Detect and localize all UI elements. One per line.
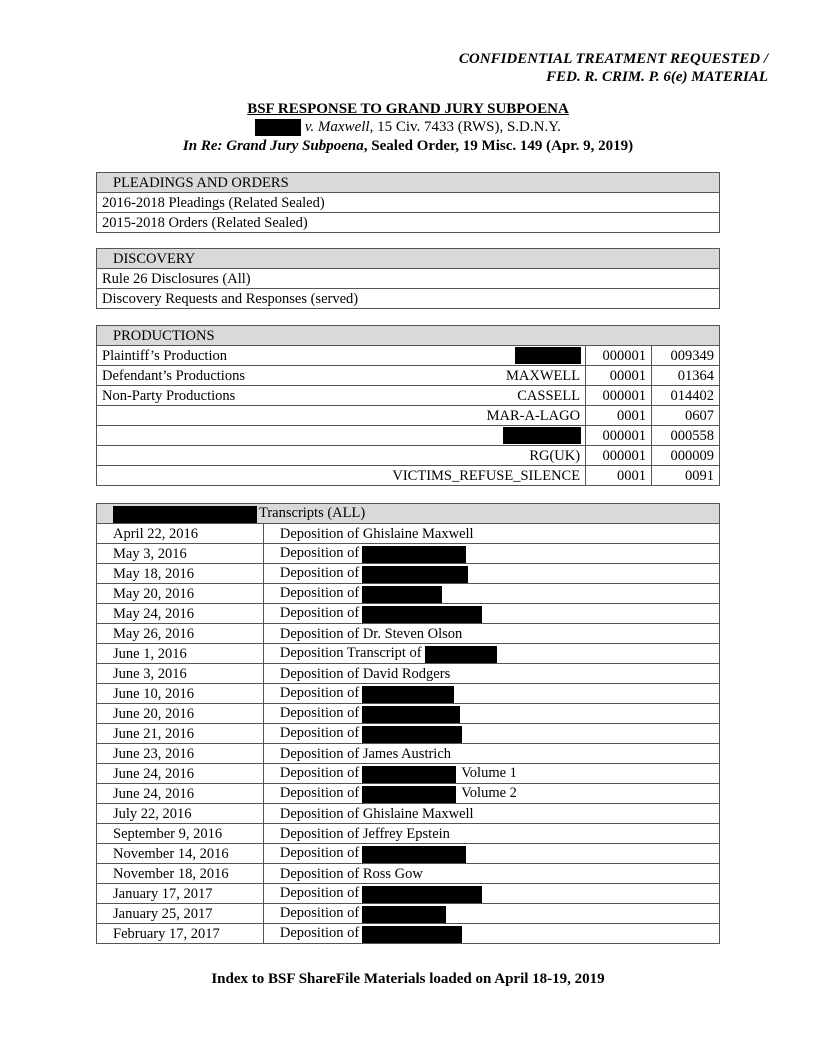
transcript-date: July 22, 2016 [97,804,264,824]
productions-table [96,325,720,486]
transcript-date: November 14, 2016 [97,844,264,864]
transcript-desc: Deposition of Dr. Steven Olson [279,625,463,642]
pleadings-table [96,172,720,233]
table-row [97,684,720,704]
redaction [362,586,442,603]
bates-prefix: CASSELL [517,387,581,404]
table-row [97,824,720,844]
discovery-heading: DISCOVERY [97,249,720,269]
confidential-line-2: FED. R. CRIM. P. 6(e) MATERIAL [546,69,768,85]
transcript-date: June 1, 2016 [97,644,264,664]
transcript-desc: Deposition of Ross Gow [279,865,423,882]
transcript-desc-cell [263,904,719,924]
table-row [97,584,720,604]
redaction [255,119,301,136]
redaction [362,566,468,583]
bates-end: 01364 [652,366,720,386]
transcript-desc: Deposition of [279,705,360,722]
transcript-desc-cell [263,644,719,664]
transcript-desc: Deposition of James Austrich [279,745,452,762]
transcript-desc-cell [263,544,719,564]
confidential-line-1: CONFIDENTIAL TREATMENT REQUESTED / [458,51,768,67]
transcript-date: February 17, 2017 [97,924,264,944]
transcript-desc: Deposition of [279,545,360,562]
table-row: Discovery Requests and Responses (served) [97,289,720,309]
table-row [97,624,720,644]
bates-start: 000001 [586,346,652,366]
transcript-desc-cell [263,704,719,724]
table-row: Rule 26 Disclosures (All) [97,269,720,289]
transcript-date: June 20, 2016 [97,704,264,724]
table-row: 2015-2018 Orders (Related Sealed) [97,213,720,233]
transcript-desc-cell [263,664,719,684]
transcript-desc-cell [263,824,719,844]
redaction [362,546,466,563]
transcript-desc-cell [263,744,719,764]
transcript-desc-cell [263,564,719,584]
redaction [362,886,482,903]
bates-end: 000009 [652,446,720,466]
table-row [97,864,720,884]
transcript-desc: Deposition of David Rodgers [279,665,451,682]
bates-start: 0001 [586,406,652,426]
transcript-desc: Deposition of Ghislaine Maxwell [279,805,474,822]
redaction [362,926,462,943]
transcript-desc-cell [263,584,719,604]
bates-prefix: MAR-A-LAGO [97,406,586,426]
bates-end: 0091 [652,466,720,486]
production-label: Non-Party Productions [102,387,236,404]
transcript-date: June 10, 2016 [97,684,264,704]
table-row [97,804,720,824]
productions-heading: PRODUCTIONS [97,326,720,346]
bates-end: 0607 [652,406,720,426]
table-row [97,564,720,584]
page-footer: Index to BSF ShareFile Materials loaded on April 18-19, 2019 [211,971,605,987]
table-row: 2016-2018 Pleadings (Related Sealed) [97,193,720,213]
redaction [113,506,257,523]
transcript-desc: Deposition of [279,885,360,902]
table-row [97,406,720,426]
bates-prefix: MAXWELL [505,367,581,384]
transcript-desc: Deposition of [279,725,360,742]
redaction [362,686,454,703]
table-row [97,644,720,664]
redaction [362,786,456,803]
table-row [97,604,720,624]
transcript-volume: Volume 2 [461,785,517,802]
document-title: BSF RESPONSE TO GRAND JURY SUBPOENA [247,101,569,117]
transcript-volume: Volume 1 [461,765,517,782]
transcript-desc: Deposition of Jeffrey Epstein [279,825,450,842]
transcript-date: May 3, 2016 [97,544,264,564]
redaction [362,606,482,623]
bates-end: 009349 [652,346,720,366]
transcript-desc: Deposition of [279,685,360,702]
table-row [97,544,720,564]
transcript-desc-cell [263,924,719,944]
transcript-date: June 24, 2016 [97,784,264,804]
bates-start: 000001 [586,386,652,406]
case-caption-italic: v. Maxwell [304,119,370,135]
table-row [97,386,720,406]
transcript-date: June 21, 2016 [97,724,264,744]
redaction [515,347,581,364]
transcript-date: June 24, 2016 [97,764,264,784]
production-label: Plaintiff’s Production [102,347,227,364]
transcripts-heading-label: Transcripts (ALL) [259,505,366,522]
bates-start: 000001 [586,426,652,446]
table-row [97,704,720,724]
transcript-date: June 3, 2016 [97,664,264,684]
transcript-desc: Deposition of [279,565,360,582]
bates-end: 014402 [652,386,720,406]
transcript-date: June 23, 2016 [97,744,264,764]
transcript-desc: Deposition Transcript of [279,645,422,662]
transcript-desc-cell [263,524,719,544]
transcript-desc: Deposition of [279,785,360,802]
transcript-desc-cell [263,764,719,784]
table-row [97,366,720,386]
table-row [97,744,720,764]
transcript-date: May 18, 2016 [97,564,264,584]
transcript-desc-cell [263,684,719,704]
in-re-italic: In Re: Grand Jury Subpoena [182,138,364,154]
table-row [97,884,720,904]
transcript-desc: Deposition of [279,585,360,602]
table-row [97,724,720,744]
transcript-desc-cell [263,784,719,804]
transcripts-table [96,503,720,944]
transcript-date: September 9, 2016 [97,824,264,844]
table-row [97,764,720,784]
table-row [97,346,720,366]
case-caption-rest: , 15 Civ. 7433 (RWS), S.D.N.Y. [369,119,561,135]
transcript-desc-cell [263,604,719,624]
redaction [362,726,462,743]
production-label: Defendant’s Productions [102,367,245,384]
table-row [97,426,720,446]
redaction [362,766,456,783]
bates-prefix: VICTIMS_REFUSE_SILENCE [97,466,586,486]
transcript-desc: Deposition of [279,925,360,942]
transcript-desc: Deposition of [279,905,360,922]
transcript-desc: Deposition of [279,845,360,862]
transcript-date: November 18, 2016 [97,864,264,884]
transcript-desc: Deposition of [279,765,360,782]
discovery-table [96,248,720,309]
transcript-desc: Deposition of Ghislaine Maxwell [279,525,474,542]
table-row [97,664,720,684]
bates-start: 00001 [586,366,652,386]
table-row [97,466,720,486]
bates-end: 000558 [652,426,720,446]
redaction [362,906,446,923]
transcript-desc-cell [263,884,719,904]
transcript-desc-cell [263,864,719,884]
redaction [362,706,460,723]
transcript-date: May 26, 2016 [97,624,264,644]
transcript-date: May 24, 2016 [97,604,264,624]
in-re-line [0,137,816,155]
transcript-date: January 25, 2017 [97,904,264,924]
transcript-desc-cell [263,724,719,744]
table-row [97,844,720,864]
bates-prefix: RG(UK) [97,446,586,466]
bates-start: 0001 [586,466,652,486]
in-re-rest: , Sealed Order, 19 Misc. 149 (Apr. 9, 2019) [363,138,634,154]
transcript-date: May 20, 2016 [97,584,264,604]
pleadings-heading: PLEADINGS AND ORDERS [97,173,720,193]
table-row [97,446,720,466]
transcript-desc-cell [263,624,719,644]
transcript-desc: Deposition of [279,605,360,622]
confidential-notice [459,50,768,86]
transcript-date: April 22, 2016 [97,524,264,544]
table-row [97,784,720,804]
transcript-desc-cell [263,804,719,824]
redaction [503,427,581,444]
transcripts-heading [97,504,720,524]
table-row [97,924,720,944]
transcript-desc-cell [263,844,719,864]
redaction [425,646,497,663]
bates-start: 000001 [586,446,652,466]
redaction [362,846,466,863]
transcript-date: January 17, 2017 [97,884,264,904]
case-caption [0,118,816,136]
table-row [97,904,720,924]
table-row [97,524,720,544]
